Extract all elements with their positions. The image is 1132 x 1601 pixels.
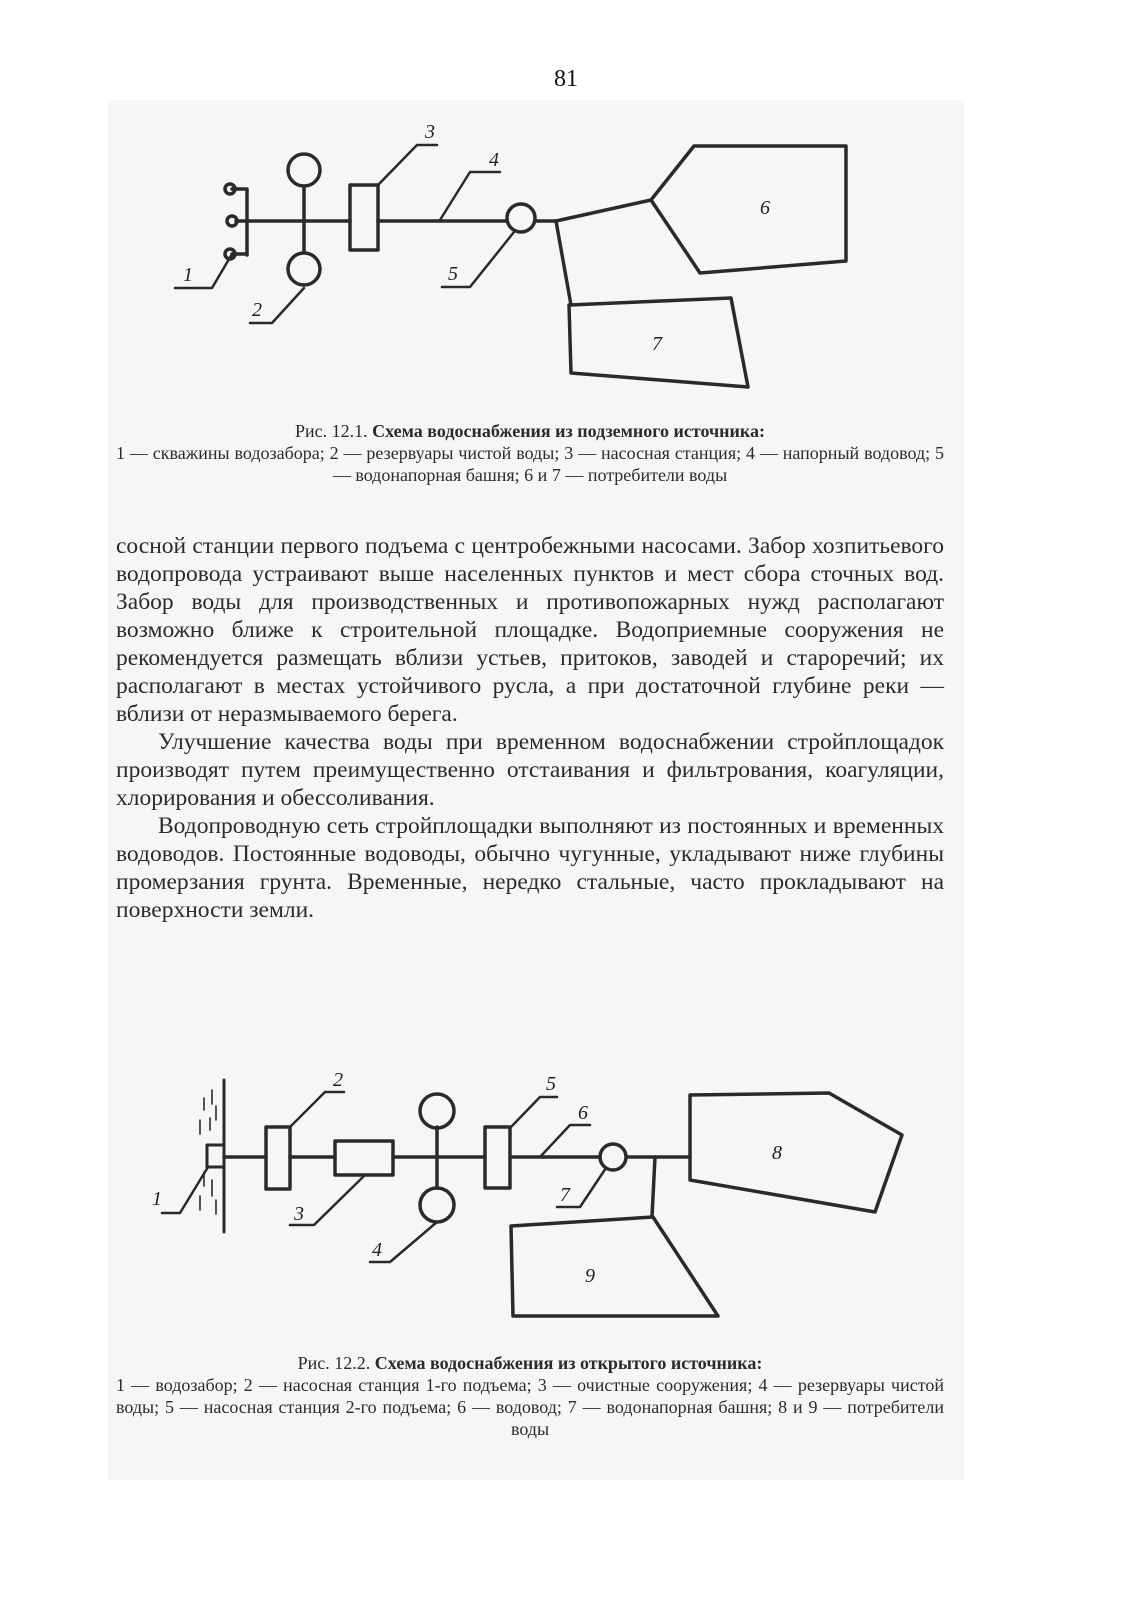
leader-line-5 <box>510 1097 557 1128</box>
figure-12-2-caption <box>116 1352 944 1440</box>
figure2-label-3: 3 <box>294 1203 304 1225</box>
figure2-label-7: 7 <box>560 1184 570 1206</box>
consumer-9-shape <box>511 1217 718 1316</box>
figure2-label-6: 6 <box>578 1102 588 1124</box>
figure1-label-6: 6 <box>760 197 770 219</box>
pipe-to-consumer-9 <box>652 1157 655 1217</box>
leader-line-2 <box>290 1092 344 1127</box>
figure2-label-8: 8 <box>772 1142 782 1164</box>
treatment-box <box>335 1141 393 1175</box>
figure1-label-2: 2 <box>252 299 262 321</box>
intake-box <box>207 1145 224 1167</box>
reservoir-top-icon <box>420 1094 454 1128</box>
water-tower-icon <box>600 1144 626 1170</box>
figure2-caption-prefix: Рис. 12.2. <box>297 1353 371 1373</box>
pump-station-1-box <box>266 1127 290 1189</box>
figure2-caption-text: 1 — водозабор; 2 — насосная станция 1-го подъема; 3 — очистные сооружения; 4 — резервуары чистой воды; 5 — насосная станция 2-го подъема; 6 — водовод; 7 — водонапорная башня; 8 и 9 — потребители воды <box>116 1375 944 1439</box>
figure1-label-5: 5 <box>448 263 458 285</box>
figure1-caption-prefix: Рис. 12.1. <box>294 421 368 441</box>
figure1-caption-title: Схема водоснабжения из подземного источника: <box>372 421 766 441</box>
page-number: 81 <box>554 66 578 92</box>
figure2-label-1: 1 <box>152 1188 162 1210</box>
figure1-label-1: 1 <box>183 264 193 286</box>
paragraph-3: Водопроводную сеть стройплощадки выполняют из постоянных и временных водоводов. Постоянные водоводы, обычно чугунные, укладывают ниже глубины промерзания грунта. Временные, нередко стальные, часто прокладывают на поверхности земли. <box>116 813 944 923</box>
reservoir-bottom-icon <box>420 1188 454 1222</box>
figure2-label-2: 2 <box>333 1069 343 1091</box>
figure1-label-3: 3 <box>425 121 435 143</box>
figure2-label-5: 5 <box>546 1073 556 1095</box>
pump-station-2-box <box>485 1127 510 1188</box>
consumer-8-shape <box>690 1093 902 1212</box>
leader-line-6 <box>540 1125 590 1157</box>
figure1-caption-text: 1 — скважины водозабора; 2 — резервуары чистой воды; 3 — насосная станция; 4 — напорный водовод; 5 — водонапорная башня; 6 и 7 — потребители воды <box>116 443 944 485</box>
paragraph-1: сосной станции первого подъема с центробежными насосами. Забор хозпитьевого водопровода устраивают выше населенных пунктов и мест сбора сточных вод. Забор воды для производственных и противопожарных нужд располагают возможно ближе к строительной площадке. Водоприемные сооружения не рекомендуется размещать вблизи устьев, притоков, заводей и староречий; их располагают в местах устойчивого русла, а при достаточной глубине реки — вблизи от неразмываемого берега. <box>116 533 944 727</box>
figure2-label-9: 9 <box>585 1265 595 1287</box>
figure1-label-4: 4 <box>489 149 499 171</box>
leader-line-1 <box>162 1167 208 1213</box>
figure2-caption-title: Схема водоснабжения из открытого источника: <box>374 1353 763 1373</box>
figure2-label-4: 4 <box>372 1239 382 1261</box>
paragraph-2: Улучшение качества воды при временном водоснабжении стройплощадок производят путем преимущественно отстаивания и фильтрования, коагуляции, хлорирования и обессоливания. <box>116 729 944 811</box>
figure1-label-7: 7 <box>652 333 662 355</box>
